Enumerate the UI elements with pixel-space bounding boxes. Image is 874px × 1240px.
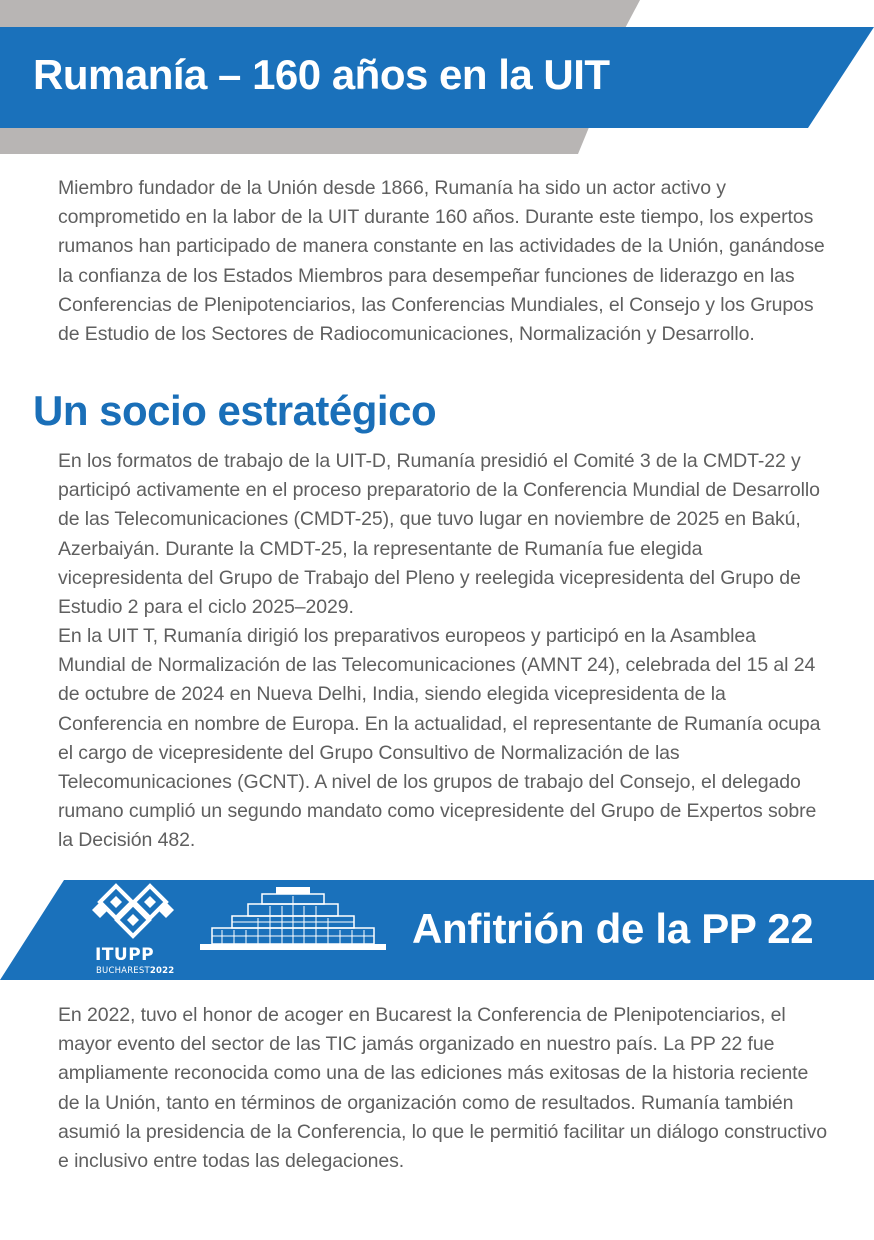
itupp-logo-year: 2022 — [149, 966, 175, 976]
strategic-paragraph-1: En los formatos de trabajo de la UIT-D, Rumanía presidió el Comité 3 de la CMDT-22 y participó activamente en el proceso preparatorio de la Conferencia Mundial de Desarrollo de las Telecomunicaciones (CMDT-25), que tuvo lugar en noviembre de 2025 en Bakú, Azerbaiyán. Durante la CMDT-25, la representante de Rumanía fue elegida vicepresidenta del Grupo de Trabajo del Pleno y reelegida vicepresidenta del Grupo de Estudio 2 para el ciclo 2025–2029. — [58, 450, 820, 619]
page-title: Rumanía – 160 años en la UIT — [33, 51, 610, 98]
strategic-heading: Un socio estratégico — [33, 387, 437, 434]
strategic-paragraph-2: En la UIT T, Rumanía dirigió los preparativos europeos y participó en la Asamblea Mundial de Normalización de las Telecomunicaciones (AMNT 24), celebrada del 15 al 24 de octubre de 2024 en Nueva Delhi, India, siendo elegida vicepresidenta de la Conferencia en nombre de Europa. En la actualidad, el representante de Rumanía ocupa el cargo de vicepresidente del Grupo Consultivo de Normalización de las Telecomunicaciones (GCNT). A nivel de los grupos de trabajo del Consejo, el delegado rumano cumplió un segundo mandato como vicepresidente del Grupo de Expertos sobre la Decisión 482. — [58, 625, 821, 852]
host-paragraph: En 2022, tuvo el honor de acoger en Bucarest la Conferencia de Plenipotenciarios, el mayor evento del sector de las TIC jamás organizado en nuestro país. La PP 22 fue ampliamente reconocida como una de las ediciones más exitosas de la historia reciente de la Unión, tanto en términos de organización como de resultados. Rumanía también asumió la presidencia de la Conferencia, lo que le permitió facilitar un diálogo constructivo e inclusivo entre todas las delegaciones. — [58, 1004, 827, 1173]
intro-paragraph: Miembro fundador de la Unión desde 1866, Rumanía ha sido un actor activo y comprometido en la labor de la UIT durante 160 años. Durante este tiempo, los expertos rumanos han participado de manera constante en las actividades de la Unión, ganándose la confianza de los Estados Miembros para desempeñar funciones de liderazgo en las Conferencias de Plenipotenciarios, las Conferencias Mundiales, el Consejo y los Grupos de Estudio de los Sectores de Radiocomunicaciones, Normalización y Desarrollo. — [58, 177, 825, 346]
host-heading: Anfitrión de la PP 22 — [412, 905, 814, 952]
itupp-logo-name: ITUPP — [95, 945, 155, 965]
itupp-logo-city: BUCHAREST — [96, 966, 150, 976]
itupp-logo-caption — [96, 966, 174, 976]
